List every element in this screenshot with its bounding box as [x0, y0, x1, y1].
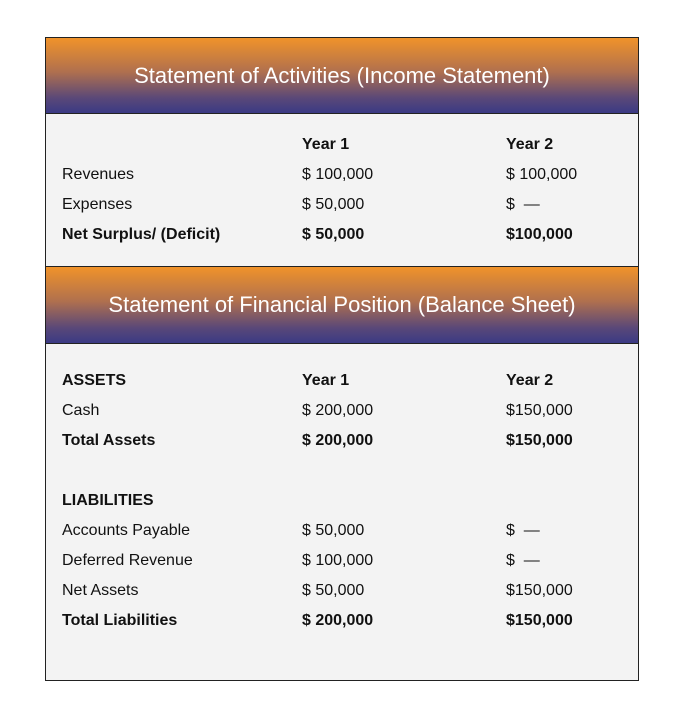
net-surplus-label: Net Surplus/ (Deficit): [62, 226, 221, 243]
cash-year2: $150,000: [506, 402, 573, 419]
income-year2-header: Year 2: [506, 136, 554, 153]
liabilities-header-row: [62, 492, 638, 514]
net-assets-year1: $ 50,000: [302, 582, 365, 599]
total-assets-year2: $150,000: [506, 432, 573, 449]
net-surplus-year1: $ 50,000: [302, 226, 365, 243]
revenues-row: [62, 166, 638, 188]
assets-header-row: [62, 372, 638, 394]
total-liabilities-year2: $150,000: [506, 612, 573, 629]
expenses-year1: $ 50,000: [302, 196, 365, 213]
liabilities-heading: LIABILITIES: [62, 492, 154, 509]
accounts-payable-year2: $ —: [506, 522, 540, 539]
assets-year1-header: Year 1: [302, 372, 350, 389]
expenses-label: Expenses: [62, 196, 133, 213]
net-assets-label: Net Assets: [62, 582, 139, 599]
cash-row: [62, 402, 638, 424]
deferred-revenue-year2: $ —: [506, 552, 540, 569]
total-assets-label: Total Assets: [62, 432, 156, 449]
revenues-label: Revenues: [62, 166, 135, 183]
balance-sheet-banner: [46, 266, 638, 344]
income-statement-title: Statement of Activities (Income Statement): [134, 62, 550, 88]
assets-heading: ASSETS: [62, 372, 127, 389]
revenues-year2: $ 100,000: [506, 166, 578, 183]
cash-label: Cash: [62, 402, 100, 419]
net-assets-year2: $150,000: [506, 582, 573, 599]
cash-year1: $ 200,000: [302, 402, 374, 419]
total-liabilities-label: Total Liabilities: [62, 612, 178, 629]
total-liabilities-row: [62, 612, 638, 634]
accounts-payable-year1: $ 50,000: [302, 522, 365, 539]
total-assets-row: [62, 432, 638, 454]
accounts-payable-row: [62, 522, 638, 544]
income-year1-header: Year 1: [302, 136, 350, 153]
total-assets-year1: $ 200,000: [302, 432, 374, 449]
net-assets-row: [62, 582, 638, 604]
assets-year2-header: Year 2: [506, 372, 554, 389]
income-header-row: [62, 136, 638, 158]
deferred-revenue-label: Deferred Revenue: [62, 552, 193, 569]
financial-statements: [45, 37, 639, 681]
deferred-revenue-year1: $ 100,000: [302, 552, 374, 569]
accounts-payable-label: Accounts Payable: [62, 522, 191, 539]
income-statement-banner: [46, 37, 638, 114]
expenses-year2: $ —: [506, 196, 540, 213]
expenses-row: [62, 196, 638, 218]
total-liabilities-year1: $ 200,000: [302, 612, 374, 629]
balance-sheet-title: Statement of Financial Position (Balance Sheet): [108, 292, 576, 317]
deferred-revenue-row: [62, 552, 638, 574]
net-surplus-row: [62, 226, 638, 248]
net-surplus-year2: $100,000: [506, 226, 573, 243]
revenues-year1: $ 100,000: [302, 166, 374, 183]
